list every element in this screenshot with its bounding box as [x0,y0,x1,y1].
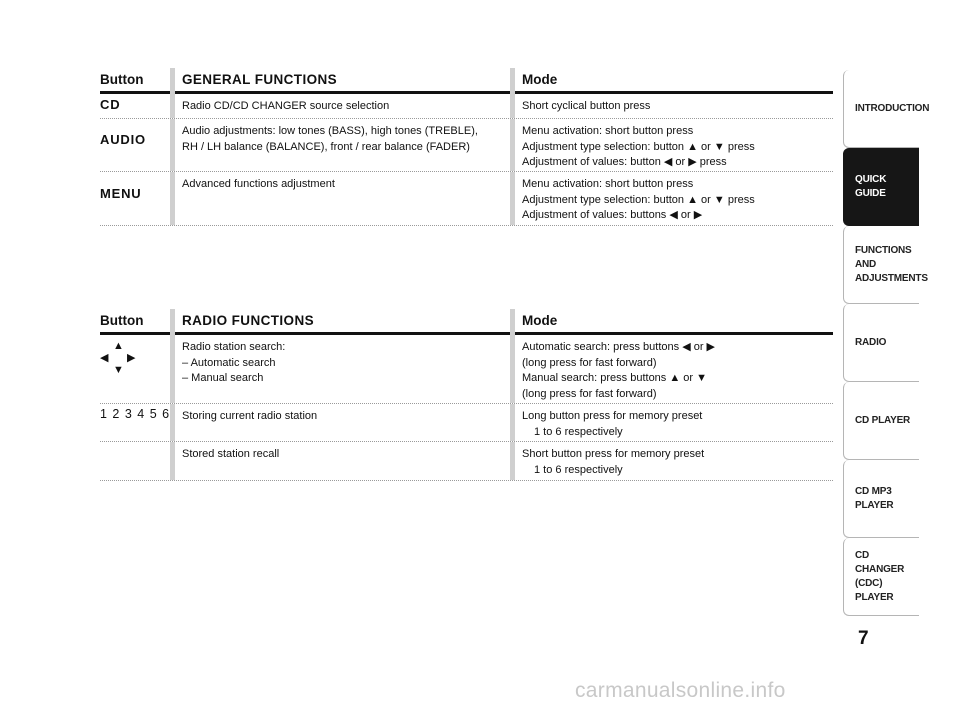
arrow-buttons-icon [100,341,136,377]
button-column-header: Button [100,72,144,87]
arrow-right-icon: ▶ [127,352,136,364]
mode-description: Menu activation: short button press Adjustment type selection: button ▲ or ▼ press Adjustment of values: buttons ◀ or ▶ [522,178,755,221]
table-row [100,442,833,481]
tab-quick-guide[interactable]: QUICK GUIDE [843,148,919,226]
tab-cd-mp3-player[interactable]: CD MP3 PLAYER [843,460,919,538]
table-row [100,119,833,172]
tab-cd-changer-player[interactable]: CD CHANGER (CDC) PLAYER [843,538,919,616]
button-name: MENU [100,186,142,201]
mode-description: Menu activation: short button press Adjustment type selection: button ▲ or ▼ press Adjustment of values: button ◀ or ▶ press [522,125,755,168]
tab-introduction[interactable]: INTRODUCTION [843,70,919,148]
mode-column-header: Mode [522,313,558,328]
button-name: CD [100,97,121,112]
function-description: Radio station search: – Automatic search – Manual search [182,341,286,384]
mode-description: Short button press for memory preset 1 to 6 respectively [522,448,705,476]
section-tabs [843,70,930,616]
functions-column-header: GENERAL FUNCTIONS [182,72,338,87]
mode-description: Long button press for memory preset 1 to 6 respectively [522,410,703,438]
mode-description: Short cyclical button press [522,100,651,112]
functions-column-header: RADIO FUNCTIONS [182,313,314,328]
function-description: Audio adjustments: low tones (BASS), high tones (TREBLE), RH / LH balance (BALANCE), front / rear balance (FADER) [182,125,478,153]
radio-functions-table [100,309,833,481]
table-row [100,172,833,226]
table-row [100,335,833,404]
button-name: AUDIO [100,132,146,147]
mode-description: Automatic search: press buttons ◀ or ▶ (long press for fast forward) Manual search: press buttons ▲ or ▼ (long press for fast forward) [522,341,715,400]
watermark: carmanualsonline.info [575,679,786,702]
tab-functions-and-adjustments[interactable]: FUNCTIONS AND ADJUSTMENTS [843,226,919,304]
arrow-up-icon: ▲ [113,340,124,352]
function-description: Storing current radio station [182,410,318,422]
function-description: Radio CD/CD CHANGER source selection [182,100,390,112]
page-number: 7 [858,628,869,649]
table-header [100,68,833,94]
button-column-header: Button [100,313,144,328]
general-functions-table [100,68,833,226]
function-description: Advanced functions adjustment [182,178,335,190]
mode-column-header: Mode [522,72,558,87]
preset-buttons: 1 2 3 4 5 6 [100,407,171,421]
tab-radio[interactable]: RADIO [843,304,919,382]
tab-cd-player[interactable]: CD PLAYER [843,382,919,460]
function-description: Stored station recall [182,448,280,460]
table-row [100,94,833,119]
arrow-down-icon: ▼ [113,364,124,376]
table-row [100,404,833,442]
arrow-left-icon: ◀ [100,352,109,364]
table-header [100,309,833,335]
